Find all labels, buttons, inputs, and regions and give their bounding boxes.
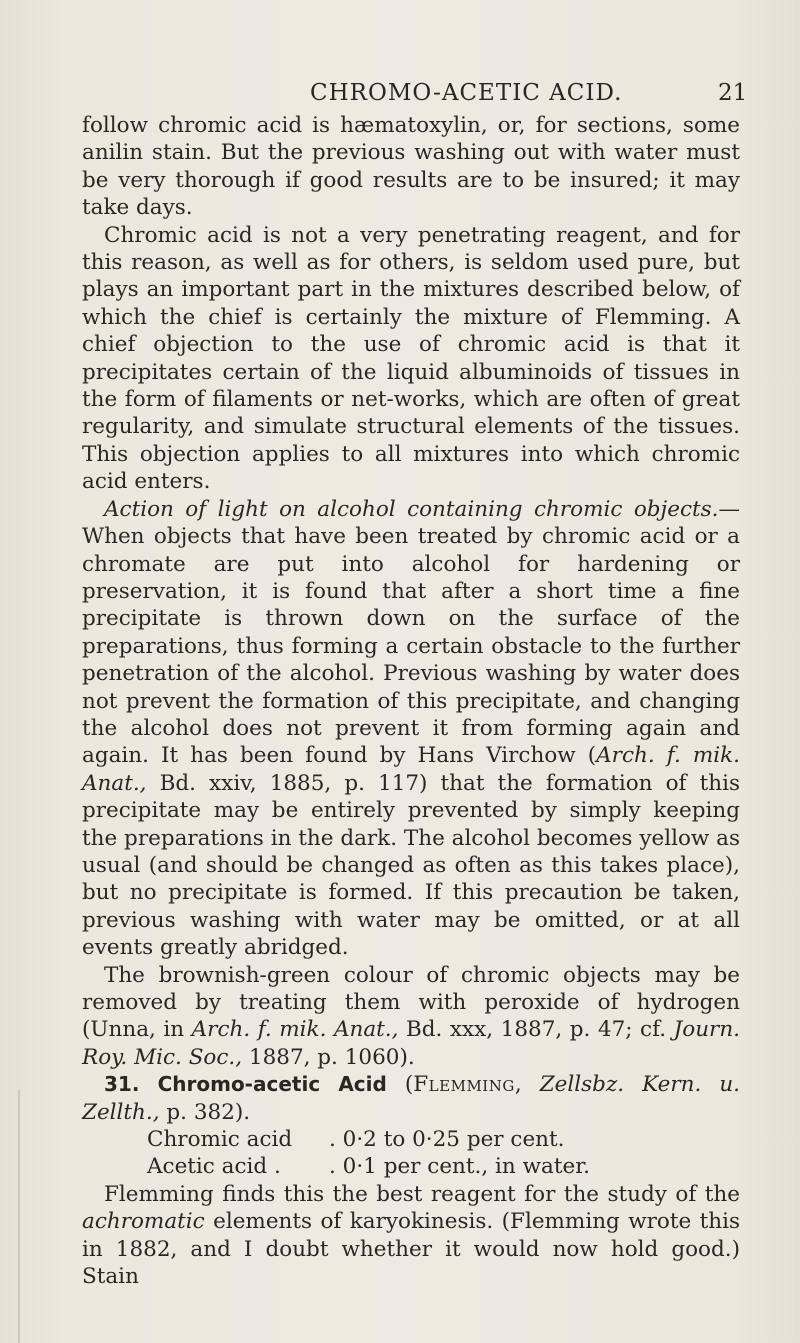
formula-row [147, 1153, 740, 1180]
emphasis: achromatic [82, 1209, 205, 1235]
section-author: Flemming [413, 1072, 515, 1098]
body-text [82, 112, 740, 1290]
paragraph-text: 1887, p. 1060). [242, 1044, 415, 1070]
paragraph-text: —When objects that have been treated by chromic acid or a chromate are put into alcohol for hardening or preservation, it is found that after a short time a fine precipitate is thrown down on the surface of the preparations, thus forming a certain obstacle to the further penetration of the alcohol. Previous washing by water does not prevent the formation of this precipitate, and changing the alcohol does not prevent it from forming again and again. It has been found by Hans Virchow ( [82, 496, 740, 769]
paragraph-brownish-green [82, 962, 740, 1072]
section-page: p. 382). [159, 1099, 251, 1125]
paragraph-heading: Action of light on alcohol containing chromic objects. [104, 496, 719, 522]
formula-amount: . 0·1 per cent., in water. [329, 1154, 590, 1180]
citation: Journ. Roy. Mic. Soc., [82, 1017, 741, 1070]
page-number: 21 [718, 80, 748, 106]
paragraph-text: elements of karyokinesis. (Flemming wrote this in 1882, and I doubt whether it would now hold good.) Stain [82, 1209, 740, 1290]
section-punct: , [514, 1072, 540, 1098]
formula [82, 1126, 740, 1181]
paragraph-text: The brownish-green colour of chromic objects may be removed by treating them with peroxide of hydrogen (Unna, in [82, 962, 740, 1043]
citation: Arch. f. mik. Anat., [191, 1017, 399, 1043]
paragraph-text: Bd. xxx, 1887, p. 47; cf. [398, 1017, 674, 1043]
section-source: Zellsbz. Kern. u. Zellth., [82, 1072, 741, 1125]
section-title: 31. Chromo-acetic Acid [104, 1072, 387, 1097]
formula-row [147, 1126, 740, 1153]
formula-ingredient: Chromic acid [147, 1127, 293, 1153]
section-punct: ( [386, 1072, 414, 1098]
binding-shadow [18, 1090, 20, 1343]
running-head [0, 76, 800, 110]
formula-amount: . 0·2 to 0·25 per cent. [329, 1127, 565, 1153]
running-title: CHROMO-ACETIC ACID. [310, 80, 623, 106]
paragraph-text: Bd. xxiv, 1885, p. 117) that the formation of this precipitate may be entirely prevented by simply keeping the preparations in the dark. The alcohol becomes yellow as usual (and should be changed as often as this takes place), but no precipitate is formed. If this precaution be taken, previous washing with water may be omitted, or at all events greatly abridged. [82, 770, 740, 961]
paragraph-action-of-light [82, 496, 740, 962]
paragraph-continuation: follow chromic acid is hæmatoxylin, or, for sections, some anilin stain. But the previous washing out with water must be very thorough if good results are to be insured; it may take days. [82, 113, 740, 221]
paragraph-flemming [82, 1181, 740, 1291]
paragraph-text: Flemming finds this the best reagent for the study of the [104, 1181, 740, 1207]
citation: Arch. f. mik. Anat., [82, 743, 740, 796]
section-heading-31 [82, 1071, 740, 1126]
paragraph-chromic-acid: Chromic acid is not a very penetrating reagent, and for this reason, as well as for others, is seldom used pure, but plays an important part in the mixtures described below, of which the chief is certainly the mixture of Flemming. A chief objection to the use of chromic acid is that it precipitates certain of the liquid albuminoids of tissues in the form of filaments or net-works, which are often of great regularity, and simulate structural elements of the tissues. This objection applies to all mixtures into which chromic acid enters. [82, 222, 740, 495]
formula-ingredient: Acetic acid . [147, 1154, 281, 1180]
